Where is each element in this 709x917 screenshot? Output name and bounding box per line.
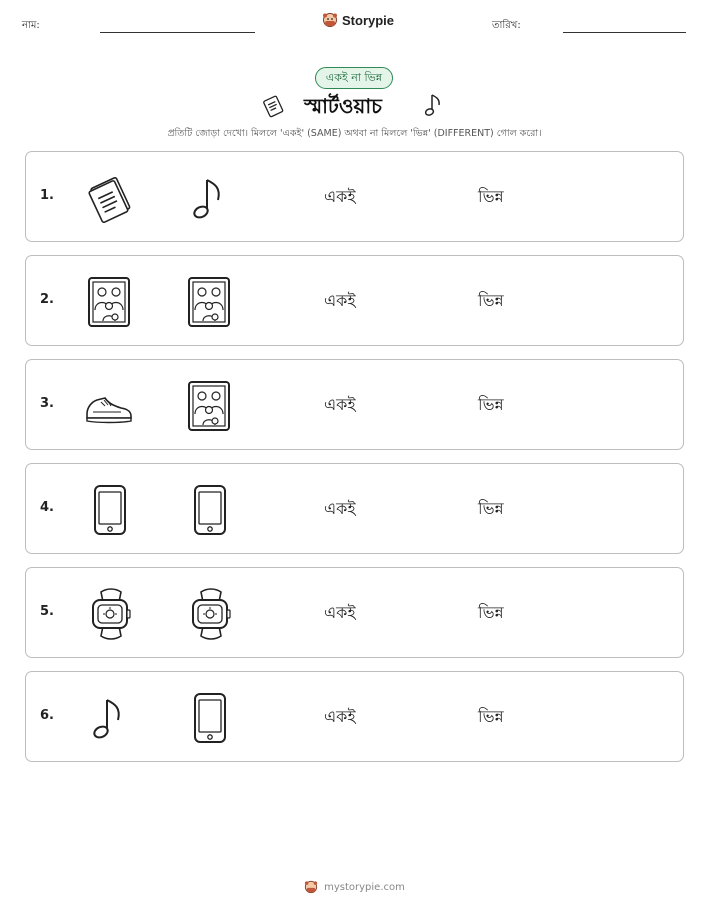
footer [0,880,709,894]
smartwatch-icon [81,586,137,642]
music-note-icon [424,91,446,119]
same-option[interactable]: একই [324,291,356,310]
same-option[interactable]: একই [324,603,356,622]
notebook-icon [260,93,286,119]
same-option[interactable]: একই [324,499,356,518]
title-row [0,90,709,122]
family-photo-icon [181,274,237,330]
different-option[interactable]: ভিন্ন [478,499,504,518]
instruction-text: প্রতিটি জোড়া দেখো। মিললে 'একই' (SAME) অথবা না মিললে 'ভিন্ন' (DIFFERENT) গোল করো। [167,128,542,139]
name-label: নাম: [22,20,40,31]
smartphone-icon [181,482,237,538]
sneaker-icon [81,378,137,434]
question-number: 4. [40,500,54,515]
worksheet-type-badge: একই না ভিন্ন [315,67,393,89]
same-option[interactable]: একই [324,395,356,414]
family-photo-icon [181,378,237,434]
brand-logo [322,12,394,28]
date-line[interactable] [563,32,686,33]
different-option[interactable]: ভিন্ন [478,603,504,622]
question-number: 1. [40,188,54,203]
question-number: 3. [40,396,54,411]
smartwatch-icon [181,586,237,642]
music-note-icon [81,690,137,746]
family-photo-icon [81,274,137,330]
name-line[interactable] [100,32,255,33]
date-label: তারিখ: [492,20,521,31]
question-row [25,567,684,658]
different-option[interactable]: ভিন্ন [478,291,504,310]
different-option[interactable]: ভিন্ন [478,187,504,206]
same-option[interactable]: একই [324,707,356,726]
storypie-mascot-icon [322,12,338,28]
music-note-icon [181,170,237,226]
same-option[interactable]: একই [324,187,356,206]
smartphone-icon [181,690,237,746]
smartphone-icon [81,482,137,538]
different-option[interactable]: ভিন্ন [478,395,504,414]
question-row [25,463,684,554]
question-number: 6. [40,708,54,723]
book-icon [81,170,137,226]
different-option[interactable]: ভিন্ন [478,707,504,726]
question-row [25,671,684,762]
question-row [25,359,684,450]
question-row [25,255,684,346]
question-row [25,151,684,242]
question-number: 2. [40,292,54,307]
storypie-mascot-icon [304,880,318,894]
brand-name: Storypie [342,12,395,28]
footer-url[interactable]: mystorypie.com [324,881,405,893]
page-title: স্মার্টওয়াচ [304,94,382,118]
question-number: 5. [40,604,54,619]
